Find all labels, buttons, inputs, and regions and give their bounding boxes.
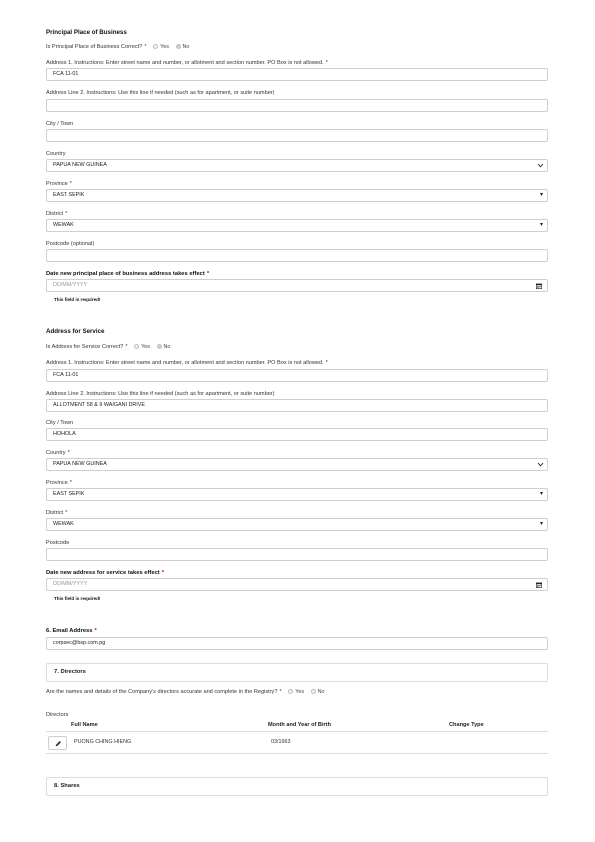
- service-district-select[interactable]: [46, 518, 548, 531]
- column-header-full-name: Full Name: [71, 722, 98, 728]
- email-input[interactable]: corpsec@bsp.com.pg: [46, 637, 548, 650]
- service-country-label: Country *: [46, 450, 70, 456]
- principal-no-radio[interactable]: [176, 44, 181, 49]
- directors-no-radio[interactable]: [311, 689, 316, 694]
- directors-list-label: Directors: [46, 712, 69, 718]
- service-addr2-label: Address Line 2. Instructions: Use this line if needed (such as for apartment, or suite number): [46, 391, 275, 397]
- caret-down-icon: ▾: [539, 491, 543, 497]
- principal-yes-label: Yes: [160, 44, 169, 50]
- service-addr1-input[interactable]: FCA 11-01: [46, 369, 548, 382]
- principal-province-select[interactable]: [46, 189, 548, 202]
- service-addr1-label-text: Address 1. Instructions: Enter street name and number, or allotment and section number. PO Box is not allowed.: [46, 360, 324, 366]
- service-city-label: City / Town: [46, 420, 74, 426]
- table-header-divider: [46, 731, 548, 732]
- service-country-label-text: Country: [46, 450, 66, 456]
- principal-city-input[interactable]: [46, 129, 548, 142]
- principal-date-error: This field is required!: [54, 297, 101, 302]
- service-district-label-text: District: [46, 510, 64, 516]
- shares-section-header[interactable]: 8. Shares: [46, 777, 548, 796]
- chevron-down-icon: [537, 461, 544, 468]
- service-city-input[interactable]: HOHOLA: [46, 428, 548, 441]
- principal-postcode-input[interactable]: [46, 249, 548, 262]
- principal-country-select[interactable]: [46, 159, 548, 172]
- service-country-value: PAPUA NEW GUINEA: [53, 461, 107, 467]
- service-postcode-label: Postcode: [46, 540, 70, 546]
- principal-date-input[interactable]: [46, 279, 548, 292]
- principal-no-label: No: [182, 44, 190, 50]
- director-name: PUONG CHING HIENG: [74, 739, 132, 745]
- service-province-label: Province *: [46, 480, 72, 486]
- column-header-change-type: Change Type: [449, 722, 484, 728]
- director-dob: 03/1963: [271, 739, 291, 745]
- pencil-icon: [55, 740, 62, 747]
- edit-director-button[interactable]: [48, 736, 67, 750]
- chevron-down-icon: [537, 162, 544, 169]
- principal-date-placeholder: DD/MM/YYYY: [53, 282, 88, 288]
- principal-province-label: Province *: [46, 181, 72, 187]
- principal-date-label: Date new principal place of business address takes effect *: [46, 271, 210, 277]
- service-district-value: WEWAK: [53, 521, 74, 527]
- principal-province-value: EAST SEPIK: [53, 192, 85, 198]
- principal-addr2-input[interactable]: [46, 99, 548, 112]
- service-no-radio[interactable]: [157, 344, 162, 349]
- service-postcode-input[interactable]: [46, 548, 548, 561]
- principal-district-label-text: District: [46, 211, 64, 217]
- table-row-divider: [46, 753, 548, 754]
- service-date-placeholder: DD/MM/YYYY: [53, 581, 88, 587]
- caret-down-icon: ▾: [539, 521, 543, 527]
- principal-addr1-label: Address 1. Instructions: Enter street name and number, or allotment and section number. PO Box is not allowed. *: [46, 60, 328, 66]
- directors-yes-radio[interactable]: [288, 689, 293, 694]
- principal-yes-radio[interactable]: [153, 44, 158, 49]
- principal-postcode-label: Postcode (optional): [46, 241, 95, 247]
- principal-correct-question: Is Principal Place of Business Correct? * Yes No: [46, 44, 190, 50]
- service-district-label: District *: [46, 510, 68, 516]
- principal-addr2-label: Address Line 2. Instructions: Use this line if needed (such as for apartment, or suite number): [46, 90, 275, 96]
- service-date-input[interactable]: [46, 578, 548, 591]
- calendar-icon[interactable]: [536, 283, 542, 289]
- service-correct-question: Is Address for Service Correct? * Yes No: [46, 344, 171, 350]
- column-header-birth: Month and Year of Birth: [268, 722, 331, 728]
- calendar-icon[interactable]: [536, 582, 542, 588]
- directors-question: Are the names and details of the Company's directors accurate and complete in the Registry? * Yes No: [46, 689, 325, 695]
- directors-yes-label: Yes: [295, 689, 305, 695]
- service-addr1-label: Address 1. Instructions: Enter street name and number, or allotment and section number. PO Box is not allowed. *: [46, 360, 328, 366]
- service-section-title: Address for Service: [46, 328, 105, 335]
- service-yes-radio[interactable]: [134, 344, 139, 349]
- principal-province-label-text: Province: [46, 181, 68, 187]
- principal-section-title: Principal Place of Business: [46, 29, 127, 36]
- directors-no-label: No: [317, 689, 325, 695]
- principal-addr1-input[interactable]: FCA 11-01: [46, 68, 548, 81]
- principal-date-label-text: Date new principal place of business address takes effect: [46, 271, 205, 277]
- email-label: 6. Email Address *: [46, 628, 97, 634]
- service-no-label: No: [163, 344, 171, 350]
- service-province-select[interactable]: [46, 488, 548, 501]
- caret-down-icon: ▾: [539, 192, 543, 198]
- caret-down-icon: ▾: [539, 222, 543, 228]
- service-province-value: EAST SEPIK: [53, 491, 85, 497]
- principal-country-value: PAPUA NEW GUINEA: [53, 162, 107, 168]
- service-country-select[interactable]: [46, 458, 548, 471]
- principal-correct-text: Is Principal Place of Business Correct?: [46, 44, 143, 50]
- principal-addr1-label-text: Address 1. Instructions: Enter street name and number, or allotment and section number. PO Box is not allowed.: [46, 60, 324, 66]
- principal-country-label: Country: [46, 151, 66, 157]
- principal-district-label: District *: [46, 211, 68, 217]
- principal-district-value: WEWAK: [53, 222, 74, 228]
- service-yes-label: Yes: [141, 344, 150, 350]
- principal-district-select[interactable]: [46, 219, 548, 232]
- service-correct-text: Is Address for Service Correct?: [46, 344, 124, 350]
- service-date-label: Date new address for service takes effect *: [46, 570, 165, 576]
- principal-city-label: City / Town: [46, 121, 74, 127]
- email-label-text: 6. Email Address: [46, 628, 93, 634]
- directors-section-header[interactable]: 7. Directors: [46, 663, 548, 682]
- service-addr2-input[interactable]: ALLOTMENT 58 & 9 WAIGANI DRIVE: [46, 399, 548, 412]
- service-province-label-text: Province: [46, 480, 68, 486]
- directors-question-text: Are the names and details of the Company's directors accurate and complete in the Registry?: [46, 689, 278, 695]
- service-date-error: This field is required!: [54, 596, 101, 601]
- service-date-label-text: Date new address for service takes effect: [46, 570, 160, 576]
